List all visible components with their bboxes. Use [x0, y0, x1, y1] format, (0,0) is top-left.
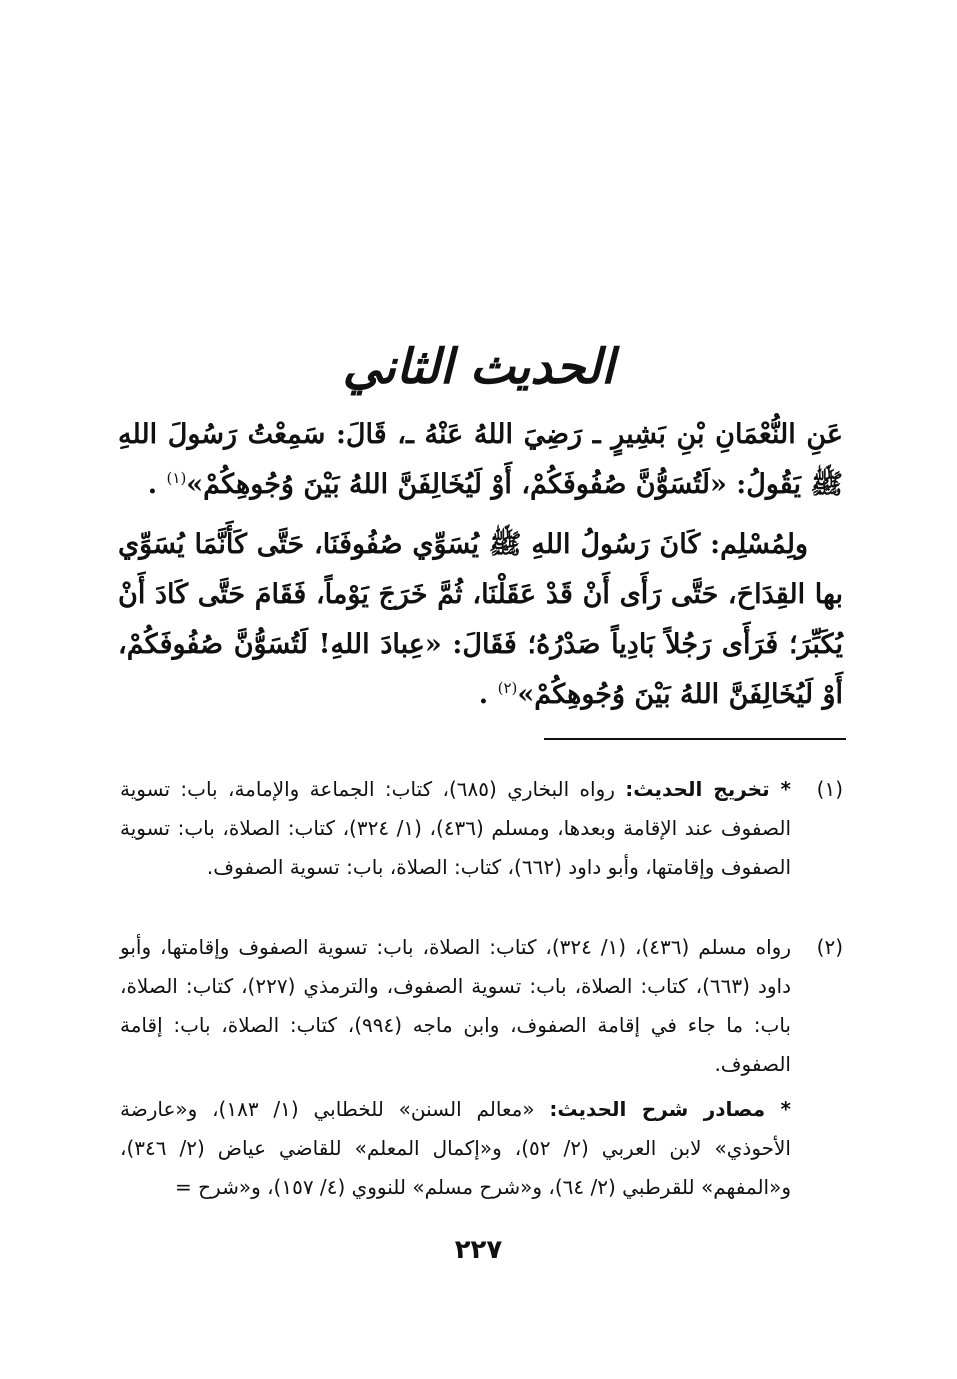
hadith-paragraph [118, 410, 843, 510]
footnote-2 [120, 928, 843, 1084]
footnote-sources [120, 1090, 843, 1207]
chapter-title: الحديث الثاني [342, 339, 615, 396]
muslim-end: . [478, 679, 498, 710]
footnote-ref-1[interactable]: (١) [166, 469, 187, 487]
muslim-text: ولِمُسْلِم: كَانَ رَسُولُ اللهِ ﷺ يُسَوِّي صُفُوفَنَا، حَتَّى كَأَنَّمَا يُسَوِّي بها القِدَاحَ، حَتَّى رَأَى أَنْ قَدْ عَقَلْنَا، ثُمَّ خَرَجَ يَوْماً، فَقَامَ حَتَّى كَادَ أَنْ يُكَبِّرَ؛ فَرَأَى رَجُلاً بَادِياً صَدْرُهُ؛ فَقَالَ: «عِبادَ اللهِ! لَتُسَوُّنَّ صُفُوفَكُمْ، أَوْ لَيُخَالِفَنَّ اللهُ بَيْنَ وُجُوهِكُمْ» [118, 529, 843, 710]
footnote-text [120, 928, 843, 1084]
footnote-ref-2[interactable]: (٢) [497, 679, 518, 697]
footnote-separator [544, 738, 846, 740]
footnote-number: (١) [816, 777, 843, 801]
footnote-body: «معالم السنن» للخطابي (١/ ١٨٣)، و«عارضة الأحوذي» لابن العربي (٢/ ٥٢)، و«إكمال المعلم» للقاضي عياض (٢/ ٣٤٦)، و«المفهم» للقرطبي (٢/ ٦٤)، و«شرح مسلم» للنووي (٤/ ١٥٧)، و«شرح = [120, 1097, 791, 1199]
muslim-narration-paragraph [118, 520, 843, 720]
footnote-body: رواه البخاري (٦٨٥)، كتاب: الجماعة والإمامة، باب: تسوية الصفوف عند الإقامة وبعدها، ومسلم (٤٣٦)، (١/ ٣٢٤)، كتاب: الصلاة، باب: تسوية الصفوف وإقامتها، وأبو داود (٦٦٢)، كتاب: الصلاة، باب: تسوية الصفوف. [120, 777, 791, 879]
footnote-1 [120, 770, 843, 887]
footnote-lead: * مصادر شرح الحديث: [549, 1097, 791, 1121]
footnote-text [120, 770, 843, 887]
footnote-text [120, 1090, 843, 1207]
hadith-text: عَنِ النُّعْمَانِ بْنِ بَشِيرٍ ـ رَضِيَ اللهُ عَنْهُ ـ، قَالَ: سَمِعْتُ رَسُولَ اللهِ ﷺ يَقُولُ: «لَتُسَوُّنَّ صُفُوفَكُمْ، أَوْ لَيُخَالِفَنَّ اللهُ بَيْنَ وُجُوهِكُمْ» [118, 419, 843, 500]
hadith-end: . [147, 469, 167, 500]
footnote-lead: * تخريج الحديث: [625, 777, 792, 801]
page-number: ٢٢٧ [454, 1235, 503, 1265]
footnote-number: (٢) [816, 935, 843, 959]
footnote-body: رواه مسلم (٤٣٦)، (١/ ٣٢٤)، كتاب: الصلاة، باب: تسوية الصفوف وإقامتها، وأبو داود (٦٦٣)، كتاب: الصلاة، باب: تسوية الصفوف، والترمذي (٢٢٧)، كتاب: الصلاة، باب: ما جاء في إقامة الصفوف، وابن ماجه (٩٩٤)، كتاب: الصلاة، باب: إقامة الصفوف. [120, 935, 791, 1076]
